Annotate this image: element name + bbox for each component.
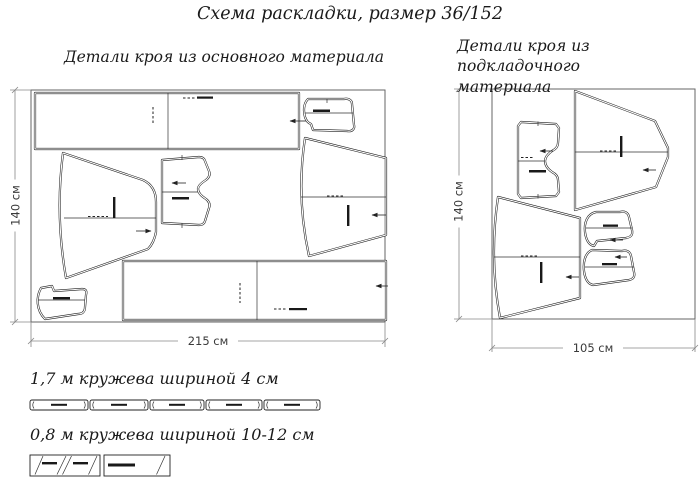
main-fabric-diagram	[10, 87, 388, 347]
piece-label-mark	[603, 225, 618, 227]
piece-label-mark	[347, 205, 349, 226]
piece-skirt-top-panel	[35, 93, 299, 149]
piece-skirt-bottom-panel	[123, 261, 388, 320]
page-title: Схема раскладки, размер 36/152	[197, 4, 503, 24]
lace-wide-caption: 0,8 м кружева шириной 10-12 см	[30, 425, 315, 444]
piece-lining-flared-upper	[575, 91, 668, 210]
piece-label-mark	[313, 110, 330, 113]
piece-label-mark	[113, 197, 115, 218]
piece-label-mark	[284, 404, 300, 406]
lace-strip-wide	[30, 455, 170, 476]
piece-label-mark	[51, 404, 67, 406]
piece-label-mark	[289, 308, 307, 310]
lining-fabric-section-title	[457, 36, 699, 97]
piece-lining-flared-lower	[494, 197, 580, 318]
piece-lining-yoke-upper	[585, 212, 632, 246]
piece-label-mark	[226, 404, 242, 406]
lining-title-line1: Детали кроя из подкладочного	[457, 37, 590, 76]
piece-label-mark	[42, 462, 57, 464]
main-fabric-height-label: 140 см	[9, 180, 24, 232]
piece-lining-yoke-lower	[584, 250, 635, 285]
piece-label-mark	[111, 404, 127, 406]
piece-flared-panel-left	[60, 153, 156, 278]
piece-bodice-center	[162, 155, 210, 228]
piece-label-mark	[108, 464, 135, 467]
lace-strip-narrow	[30, 400, 320, 410]
piece-yoke-bottom-left	[38, 286, 87, 319]
piece-lining-bodice	[518, 122, 559, 199]
piece-label-mark	[53, 297, 70, 299]
lining-fabric-diagram	[454, 86, 698, 352]
piece-label-mark	[620, 136, 622, 157]
piece-label-mark	[540, 262, 542, 283]
piece-label-mark	[169, 404, 185, 406]
piece-label-mark	[602, 263, 617, 265]
main-fabric-width-label: 215 см	[178, 334, 238, 349]
piece-label-mark	[73, 462, 88, 464]
lining-fabric-height-label: 140 см	[452, 176, 467, 228]
piece-label-mark	[529, 170, 546, 173]
piece-label-mark	[172, 197, 189, 200]
piece-flared-panel-right	[301, 138, 387, 256]
lace-narrow-caption: 1,7 м кружева шириной 4 см	[30, 369, 279, 388]
lining-title-line2: материала	[457, 77, 552, 96]
lining-fabric-width-label: 105 см	[563, 341, 623, 356]
piece-label-mark	[197, 97, 213, 99]
main-fabric-section-title: Детали кроя из основного материала	[64, 48, 384, 66]
fold-edge-mark	[384, 159, 386, 234]
